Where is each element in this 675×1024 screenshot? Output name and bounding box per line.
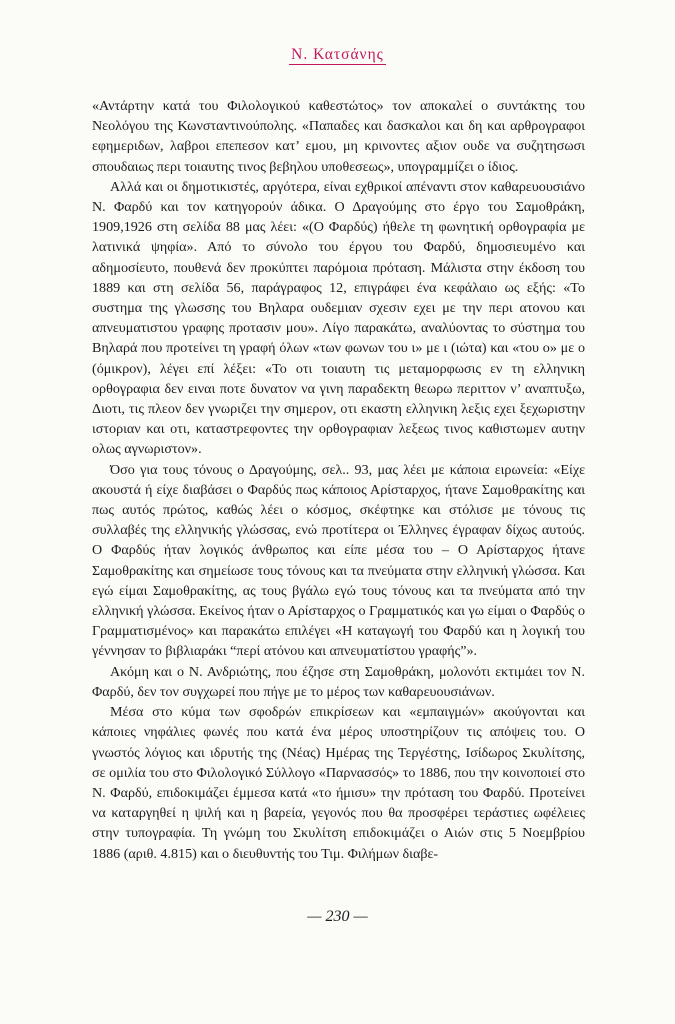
body-text <box>92 96 585 864</box>
page-header <box>0 46 675 64</box>
paragraph-4: Ακόμη και ο Ν. Ανδριώτης, που έζησε στη Σαμοθράκη, μολονότι εκτιμάει τον Ν. Φαρδύ, δεν τον συγχωρεί που πήγε με το μέρος των καθαρευουσιάνων. <box>92 663 585 700</box>
page-number: — 230 — <box>307 908 368 925</box>
paragraph-2: Αλλά και οι δημοτικιστές, αργότερα, είναι εχθρικοί απέναντι στον καθαρευουσιάνο Ν. Φαρδύ και τον κατηγορούν άδικα. Ο Δραγούμης στο έργο του Σαμοθράκη, 1909,1926 στη σελίδα 88 μας λέει: «(Ο Φαρδύς) ήθελε τη φωνητική ορθογραφία με λατινικά ψηφία». Από το σύνολο του έργου του Φαρδύ, δημοσιευμένο και αδημοσίευτο, πουθενά δεν προκύπτει παρόμοια πρόταση. Μάλιστα στην έκδοση του 1889 και στη σελίδα 56, παράγραφος 12, επιγράφει ένα κεφάλαιο ως εξής: «Το συστημα της γλωσσης του Βηλαρα ουδεμιαν σχεσιν εχει με την περι ατονου και απνευματιστου γραφης προτασιν μου». Λίγο παρακάτω, αναλύοντας το σύστημα του Βηλαρά που προτείνει τη γραφή όλων «των φωνων του ι» με ι (ιώτα) και «του ο» με ο (όμικρον), λέγει επί λέξει: «Το οτι τοιαυτη τις μεταμορφωσις εν τη ελληνικη ορθογραφια δεν ειναι ποτε δυνατον να γινη παραδεκτη θεωρω περιττον ν’ αναπτυξω, Διοτι, τις πλεον δεν γνωριζει την σημερον, οτι εκαστη ελληνικη λεξις εχει ξεχωριστην ιστοριαν και οτι, καταστρεφοντες την ορθογραφιαν λεξεως τινος καθιστωμεν αυτην ολως αγνωριστον». <box>92 178 585 458</box>
running-title: Ν. Κατσάνης <box>291 46 384 63</box>
paragraph-5: Μέσα στο κύμα των σφοδρών επικρίσεων και «εμπαιγμών» ακούγονται και κάποιες νηφάλιες φωνές που κατά ένα μέρος υποστηρίζουν τις απόψεις του. Ο γνωστός λόγιος και ιδρυτής της (Νέας) Ημέρας της Τεργέστης, Ισίδωρος Σκυλίτσης, σε ομιλία του στο Φιλολογικό Σύλλογο «Παρνασσός» το 1886, που την κοινοποιεί στο Ν. Φαρδύ, επιδοκιμάζει έμμεσα κατά «το ήμισυ» την πρόταση του Φαρδύ. Προτείνει να καταργηθεί η ψιλή και η βαρεία, γεγονός που θα προσφέρει τεράστιες ωφέλειες στην τυπογραφία. Τη γνώμη του Σκυλίτση επιδοκιμάζει ο Αιών στις 5 Νοεμβρίου 1886 (αριθ. 4.815) και ο διευθυντής του Τιμ. Φιλήμων διαβε- <box>92 704 585 862</box>
paragraph-1: «Αντάρτην κατά του Φιλολογικού καθεστώτος» τον αποκαλεί ο συντάκτης του Νεολόγου της Κωνσταντινούπολης. «Παπαδες και δασκαλοι και δη και αρθρογραφοι εφημεριδων, λαβροι επεπεσον κατ’ εμου, μη κρινοντες αξιον ουδε να συζητησωσι σπουδαιως περι τοιαυτης τινος βεβηλου υποθεσεως», υπογραμμίζει ο ίδιος. <box>92 98 585 175</box>
paragraph-3: Όσο για τους τόνους ο Δραγούμης, σελ.. 93, μας λέει με κάποια ειρωνεία: «Είχε ακουστά ή είχε διαβάσει ο Φαρδύς πως κάποιος Αρίσταρχος, ήτανε Σαμοθρακίτης και πως αυτός πρώτος, καθώς λέει ο κόσμος, σκέφτηκε και στόλισε με τόνους τις συλλαβές της ελληνικής γλώσσας, ενώ προτίτερα οι Έλληνες έγραφαν δίχως αυτούς. Ο Φαρδύς ήταν λογικός άνθρωπος και είπε μέσα του – Ο Αρίσταρχος ήτανε Σαμοθρακίτης και σημείωσε τους τόνους και τα πνεύματα στην ελληνική γλώσσα. Και εγώ είμαι Σαμοθρακίτης, ας τους βγάλω εγώ τους τόνους και τα πνεύματα από την ελληνική γλώσσα. Εκείνος ήταν ο Αρίσταρχος ο Γραμματικός και γω είμαι ο Φαρδύς ο Γραμματισμένος» και παρακάτω επιλέγει «Η καταγωγή του Φαρδύ και η λογική του γέννησαν το βιβλιαράκι “περί ατόνου και απνευματίστου γραφής”». <box>92 461 585 660</box>
